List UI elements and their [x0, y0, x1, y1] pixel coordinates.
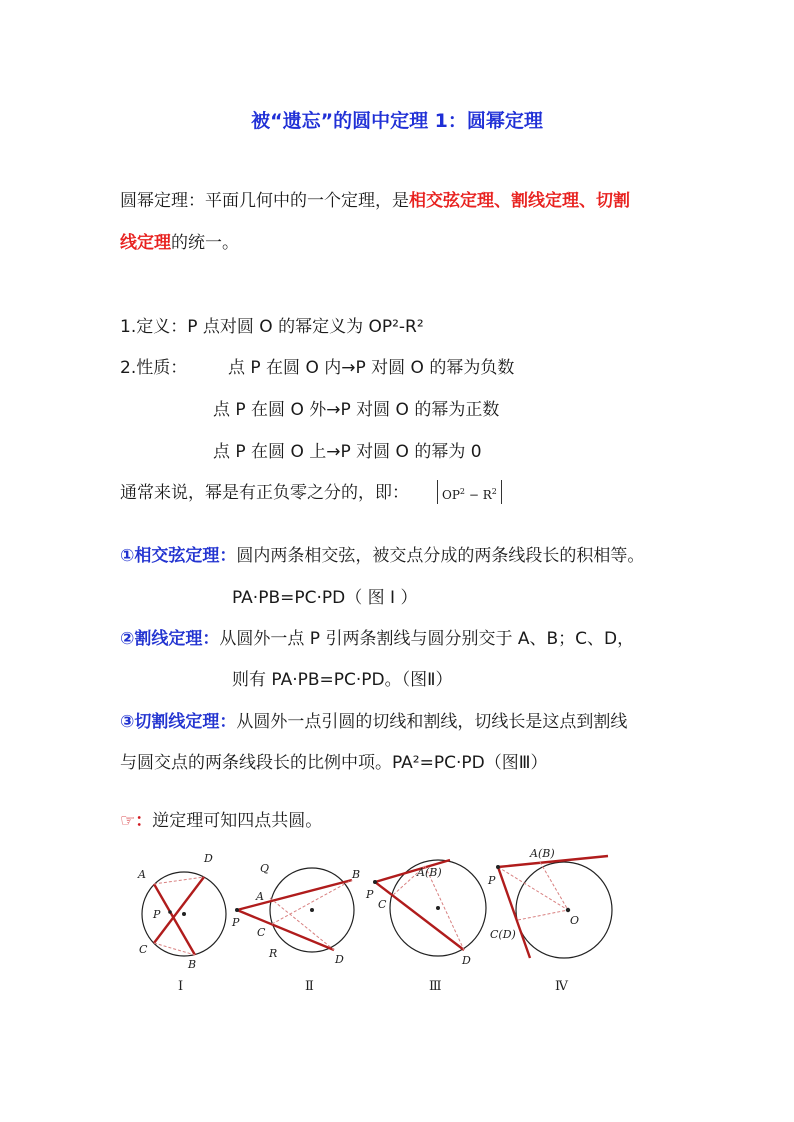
fig4-label-cd: C(D): [490, 928, 516, 941]
fig1-label-d: D: [204, 852, 213, 865]
fig2-label-c: C: [257, 926, 266, 939]
figure-1: [137, 852, 226, 994]
property-line-2: 点 P 在圆 O 外→P 对圆 O 的幂为正数: [213, 400, 500, 420]
theorem3-line-2: 与圆交点的两条线段长的比例中项。PA²=PC·PD（图Ⅲ）: [120, 753, 548, 773]
definition: 1.定义：P 点对圆 O 的幂定义为 OP²-R²: [120, 317, 424, 337]
theorem3-text: 从圆外一点引圆的切线和割线，切线长是这点到割线: [236, 712, 628, 732]
intro-line-2: [120, 232, 239, 254]
fig3-center: [436, 906, 440, 910]
fig2-secant-ab: [237, 880, 352, 910]
fig4-caption: Ⅳ: [555, 979, 568, 994]
fig4-point-p: [496, 865, 500, 869]
figure-2: [231, 862, 360, 994]
fig2-label-q: Q: [260, 862, 270, 875]
formula-op: OP: [442, 488, 460, 502]
theorem3-line: [120, 711, 627, 733]
intro-line-1: [120, 190, 630, 212]
fig1-label-b: B: [188, 958, 197, 971]
intro-highlight-1: 相交弦定理、割线定理、切割: [409, 191, 630, 211]
fig3-secant: [375, 882, 464, 950]
figures-diagram: [120, 840, 640, 1010]
power-formula: [437, 480, 502, 504]
fig2-label-a: A: [256, 890, 264, 903]
theorem1-label: ①相交弦定理：: [120, 546, 237, 566]
fig4-circle: [516, 862, 612, 958]
fig4-center: [566, 908, 570, 912]
fig3-caption: Ⅲ: [429, 979, 442, 994]
converse-line: [120, 810, 322, 832]
intro-highlight-2: 线定理: [120, 233, 171, 253]
fig4-tangent-c: [498, 867, 530, 958]
fig3-label-ab: A(B): [417, 866, 442, 879]
fig4-dash-co: [518, 910, 568, 920]
fig4-label-o: O: [570, 914, 580, 927]
pointing-hand-icon: ☞：: [120, 811, 153, 831]
figure-4: [487, 847, 612, 994]
theorem3-label: ③切割线定理：: [120, 712, 237, 732]
theorem2-label: ②割线定理：: [120, 629, 220, 649]
fig1-label-c: C: [139, 943, 148, 956]
converse-text: 逆定理可知四点共圆。: [152, 811, 323, 831]
fig4-label-ab: A(B): [530, 847, 555, 860]
fig2-label-r: R: [269, 947, 278, 960]
intro-suffix: 的统一。: [171, 233, 239, 253]
theorem2-formula: 则有 PA·PB=PC·PD。（图Ⅱ）: [232, 670, 453, 690]
fig3-label-c: C: [378, 898, 387, 911]
page-title: 被“遗忘”的圆中定理 1：圆幂定理: [251, 110, 543, 132]
formula-exp-2: 2: [491, 487, 497, 496]
fig1-chord-cd: [154, 877, 204, 943]
fig1-point-p: [168, 910, 172, 914]
fig2-label-p: P: [232, 916, 240, 929]
fig2-caption: Ⅱ: [305, 979, 314, 994]
property-label: 2.性质：: [120, 358, 188, 378]
figure-3: [365, 860, 486, 994]
fig3-label-d: D: [462, 954, 471, 967]
fig3-label-p: P: [366, 888, 374, 901]
fig2-label-d: D: [335, 953, 344, 966]
theorem1-text: 圆内两条相交弦，被交点分成的两条线段长的积相等。: [236, 546, 645, 566]
fig2-center: [310, 908, 314, 912]
fig2-label-b: B: [352, 868, 361, 881]
fig1-caption: Ⅰ: [178, 979, 184, 994]
theorem1-formula: PA·PB=PC·PD（ 图 I ）: [232, 588, 418, 608]
fig3-point-p: [373, 880, 377, 884]
formula-exp-1: 2: [459, 487, 466, 496]
theorem1-line: [120, 545, 644, 567]
fig2-dash-cb: [272, 880, 352, 924]
property-line-1: 点 P 在圆 O 内→P 对圆 O 的幂为负数: [228, 358, 515, 378]
fig1-label-a: A: [138, 868, 146, 881]
property-line-3: 点 P 在圆 O 上→P 对圆 O 的幂为 0: [213, 442, 482, 462]
theorem2-line: [120, 628, 634, 650]
fig1-center: [182, 912, 186, 916]
fig4-label-p: P: [488, 874, 496, 887]
theorem2-text: 从圆外一点 P 引两条割线与圆分别交于 A、B；C、D，: [219, 629, 635, 649]
fig4-dash-ao: [540, 862, 568, 910]
intro-prefix: 圆幂定理：平面几何中的一个定理，是: [120, 191, 409, 211]
fig2-dash-ad: [270, 898, 334, 950]
fig1-label-p: P: [153, 908, 161, 921]
fig2-point-p: [235, 908, 239, 912]
usually-text: 通常来说，幂是有正负零之分的，即：: [120, 483, 409, 503]
formula-minus: − R: [465, 488, 492, 502]
fig2-secant-cd: [237, 910, 334, 950]
